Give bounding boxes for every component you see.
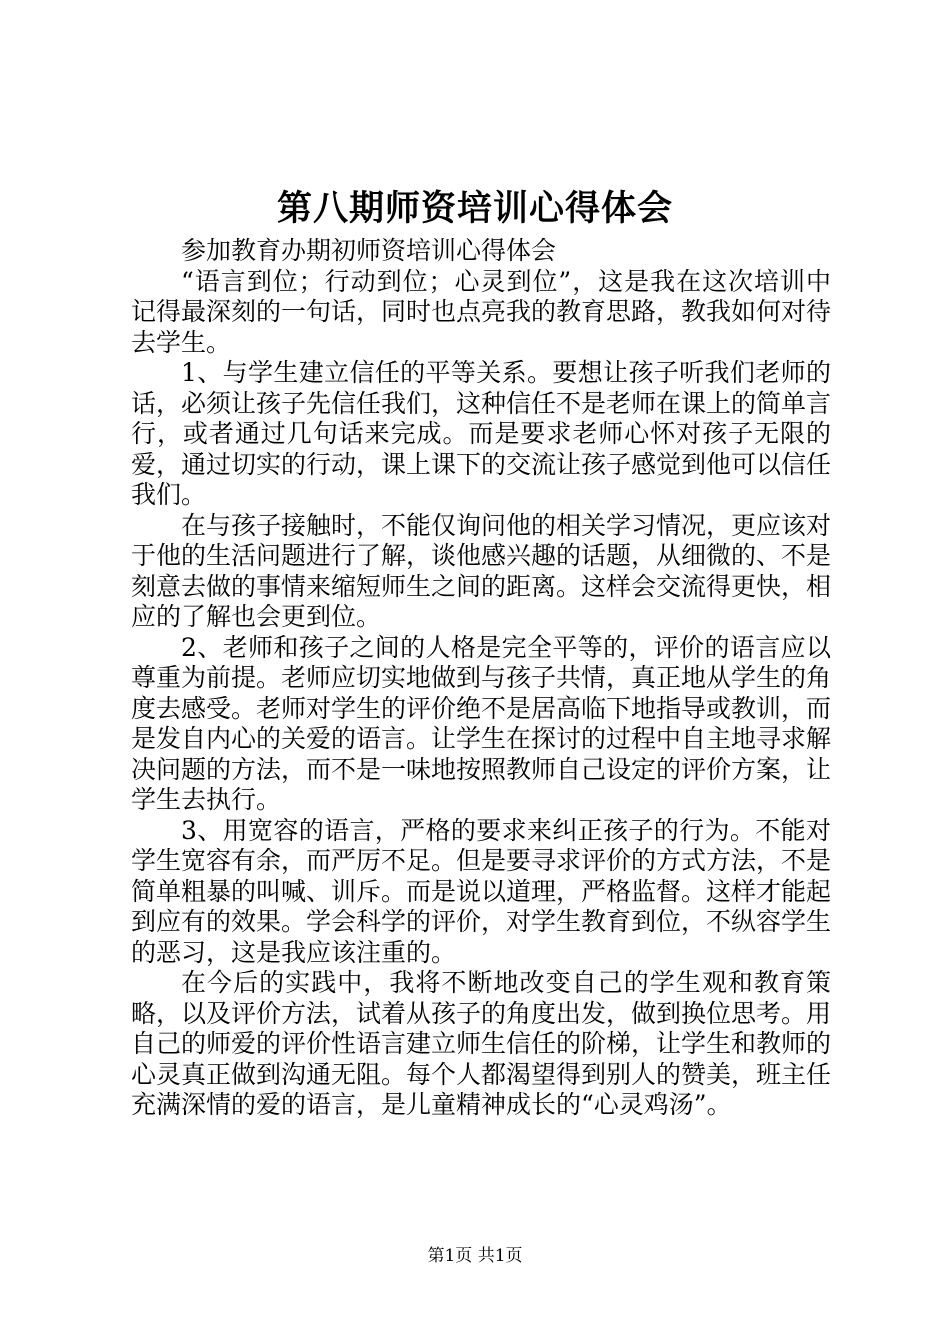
paragraph-conclusion: 在今后的实践中，我将不断地改变自己的学生观和教育策略，以及评价方法，试着从孩子的角度出发，做到换位思考。用自己的师爱的评价性语言建立师生信任的阶梯，让学生和教师的心灵真正做到沟通无阻。每个人都渴望得到别人的赞美，班主任充满深情的爱的语言，是儿童精神成长的“心灵鸡汤”。 <box>131 968 832 1119</box>
document-body <box>131 236 831 1121</box>
page-footer: 第1页 共1页 <box>427 1246 523 1266</box>
document-title: 第八期师资培训心得体会 <box>276 188 673 229</box>
paragraph-point-1: 1、与学生建立信任的平等关系。要想让孩子听我们老师的话，必须让孩子先信任我们，这种信任不是老师在课上的简单言行，或者通过几句话来完成。而是要求老师心怀对孩子无限的爱，通过切实的行动，课上课下的交流让孩子感觉到他可以信任我们。 <box>131 358 832 509</box>
paragraph-intro: “语言到位；行动到位；心灵到位”，这是我在这次培训中记得最深刻的一句话，同时也点亮我的教育思路，教我如何对待去学生。 <box>131 266 832 357</box>
paragraph-point-2: 2、老师和孩子之间的人格是完全平等的，评价的语言应以尊重为前提。老师应切实地做到与孩子共情，真正地从学生的角度去感受。老师对学生的评价绝不是居高临下地指导或教训，而是发自内心的关爱的语言。让学生在探讨的过程中自主地寻求解决问题的方法，而不是一味地按照教师自己设定的评价方案，让学生去执行。 <box>131 632 832 814</box>
paragraph-point-3: 3、用宽容的语言，严格的要求来纠正孩子的行为。不能对学生宽容有余，而严厉不足。但是要寻求评价的方式方法，不是简单粗暴的叫喊、训斥。而是说以道理，严格监督。这样才能起到应有的效果。学会科学的评价，对学生教育到位，不纵容学生的恶习，这是我应该注重的。 <box>131 815 832 967</box>
document-subtitle: 参加教育办期初师资培训心得体会 <box>181 236 557 265</box>
paragraph-point-1-detail: 在与孩子接触时，不能仅询问他的相关学习情况，更应该对于他的生活问题进行了解，谈他感兴趣的话题，从细微的、不是刻意去做的事情来缩短师生之间的距离。这样会交流得更快，相应的了解也会更到位。 <box>131 510 832 631</box>
